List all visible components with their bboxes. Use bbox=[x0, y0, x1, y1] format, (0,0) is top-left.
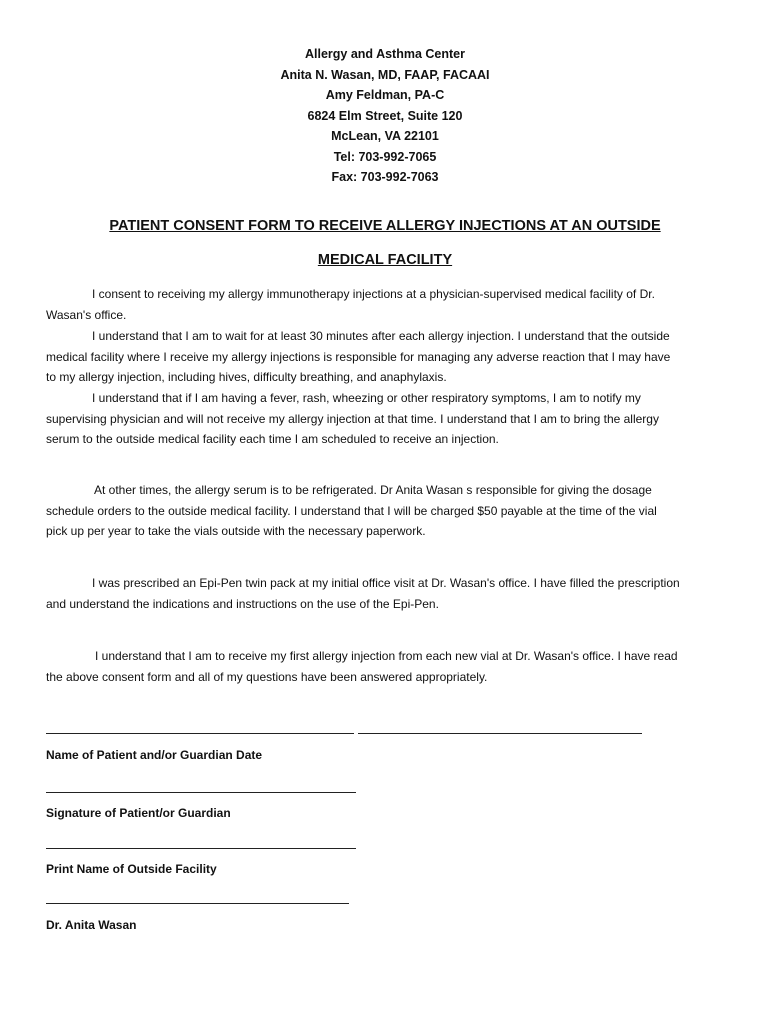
patient-name-line[interactable] bbox=[46, 733, 354, 734]
paragraph-line: the above consent form and all of my questions have been answered appropriately. bbox=[46, 669, 488, 684]
org-name: Allergy and Asthma Center bbox=[305, 47, 465, 61]
city-address: McLean, VA 22101 bbox=[331, 129, 439, 143]
letterhead bbox=[0, 44, 770, 188]
facility-name-label: Print Name of Outside Facility bbox=[46, 862, 217, 876]
paragraph-line: supervising physician and will not receive my allergy injection at that time. I understand that I am to bring the allergy bbox=[46, 411, 659, 426]
signature-line[interactable] bbox=[46, 792, 356, 793]
pa-name: Amy Feldman, PA-C bbox=[325, 88, 445, 102]
street-address: 6824 Elm Street, Suite 120 bbox=[307, 108, 463, 123]
paragraph-line: I was prescribed an Epi-Pen twin pack at my initial office visit at Dr. Wasan's office. I have filled the prescription bbox=[92, 576, 680, 590]
signature-label: Signature of Patient/or Guardian bbox=[46, 806, 231, 820]
form-title-line-2: MEDICAL FACILITY bbox=[317, 252, 453, 268]
paragraph-line: to my allergy injection, including hives, difficulty breathing, and anaphylaxis. bbox=[46, 370, 447, 385]
paragraph-consent bbox=[46, 284, 726, 325]
telephone: Tel: 703-992-7065 bbox=[333, 149, 437, 164]
doctor-signature-line[interactable] bbox=[46, 903, 349, 904]
paragraph-line: and understand the indications and instructions on the use of the Epi-Pen. bbox=[46, 596, 439, 611]
paragraph-line: I understand that I am to wait for at least 30 minutes after each allergy injection. I understand that the outside bbox=[92, 329, 670, 343]
fax: Fax: 703-992-7063 bbox=[331, 170, 439, 184]
doctor-signature-label: Dr. Anita Wasan bbox=[46, 918, 137, 932]
doctor-name: Anita N. Wasan, MD, FAAP, FACAAI bbox=[280, 67, 490, 82]
paragraph-line: I understand that if I am having a fever, rash, wheezing or other respiratory symptoms, I am to notify my bbox=[92, 391, 641, 405]
paragraph-line: At other times, the allergy serum is to be refrigerated. Dr Anita Wasan s responsible for giving the dosage bbox=[94, 483, 652, 497]
paragraph-line: schedule orders to the outside medical facility. I understand that I will be charged $50 payable at the time of the vial bbox=[46, 503, 657, 518]
paragraph-wait-period bbox=[46, 326, 726, 388]
paragraph-epipen bbox=[46, 573, 726, 614]
facility-name-line[interactable] bbox=[46, 848, 356, 849]
paragraph-line: pick up per year to take the vials outside with the necessary paperwork. bbox=[46, 524, 426, 539]
patient-name-label: Name of Patient and/or Guardian Date bbox=[46, 748, 263, 762]
paragraph-line: medical facility where I receive my allergy injections is responsible for managing any adverse reaction that I may have bbox=[46, 349, 671, 364]
form-title-line-1: PATIENT CONSENT FORM TO RECEIVE ALLERGY INJECTIONS AT AN OUTSIDE bbox=[109, 218, 661, 234]
paragraph-line: Wasan's office. bbox=[46, 307, 127, 322]
paragraph-first-injection bbox=[46, 646, 726, 687]
paragraph-line: I understand that I am to receive my first allergy injection from each new vial at Dr. Wasan's office. I have read bbox=[95, 649, 678, 663]
paragraph-symptoms bbox=[46, 388, 726, 450]
paragraph-line: serum to the outside medical facility each time I am scheduled to receive an injection. bbox=[46, 432, 499, 447]
paragraph-line: I consent to receiving my allergy immunotherapy injections at a physician-supervised medical facility of Dr. bbox=[92, 287, 655, 301]
date-line[interactable] bbox=[358, 733, 642, 734]
paragraph-refrigeration bbox=[46, 480, 726, 542]
